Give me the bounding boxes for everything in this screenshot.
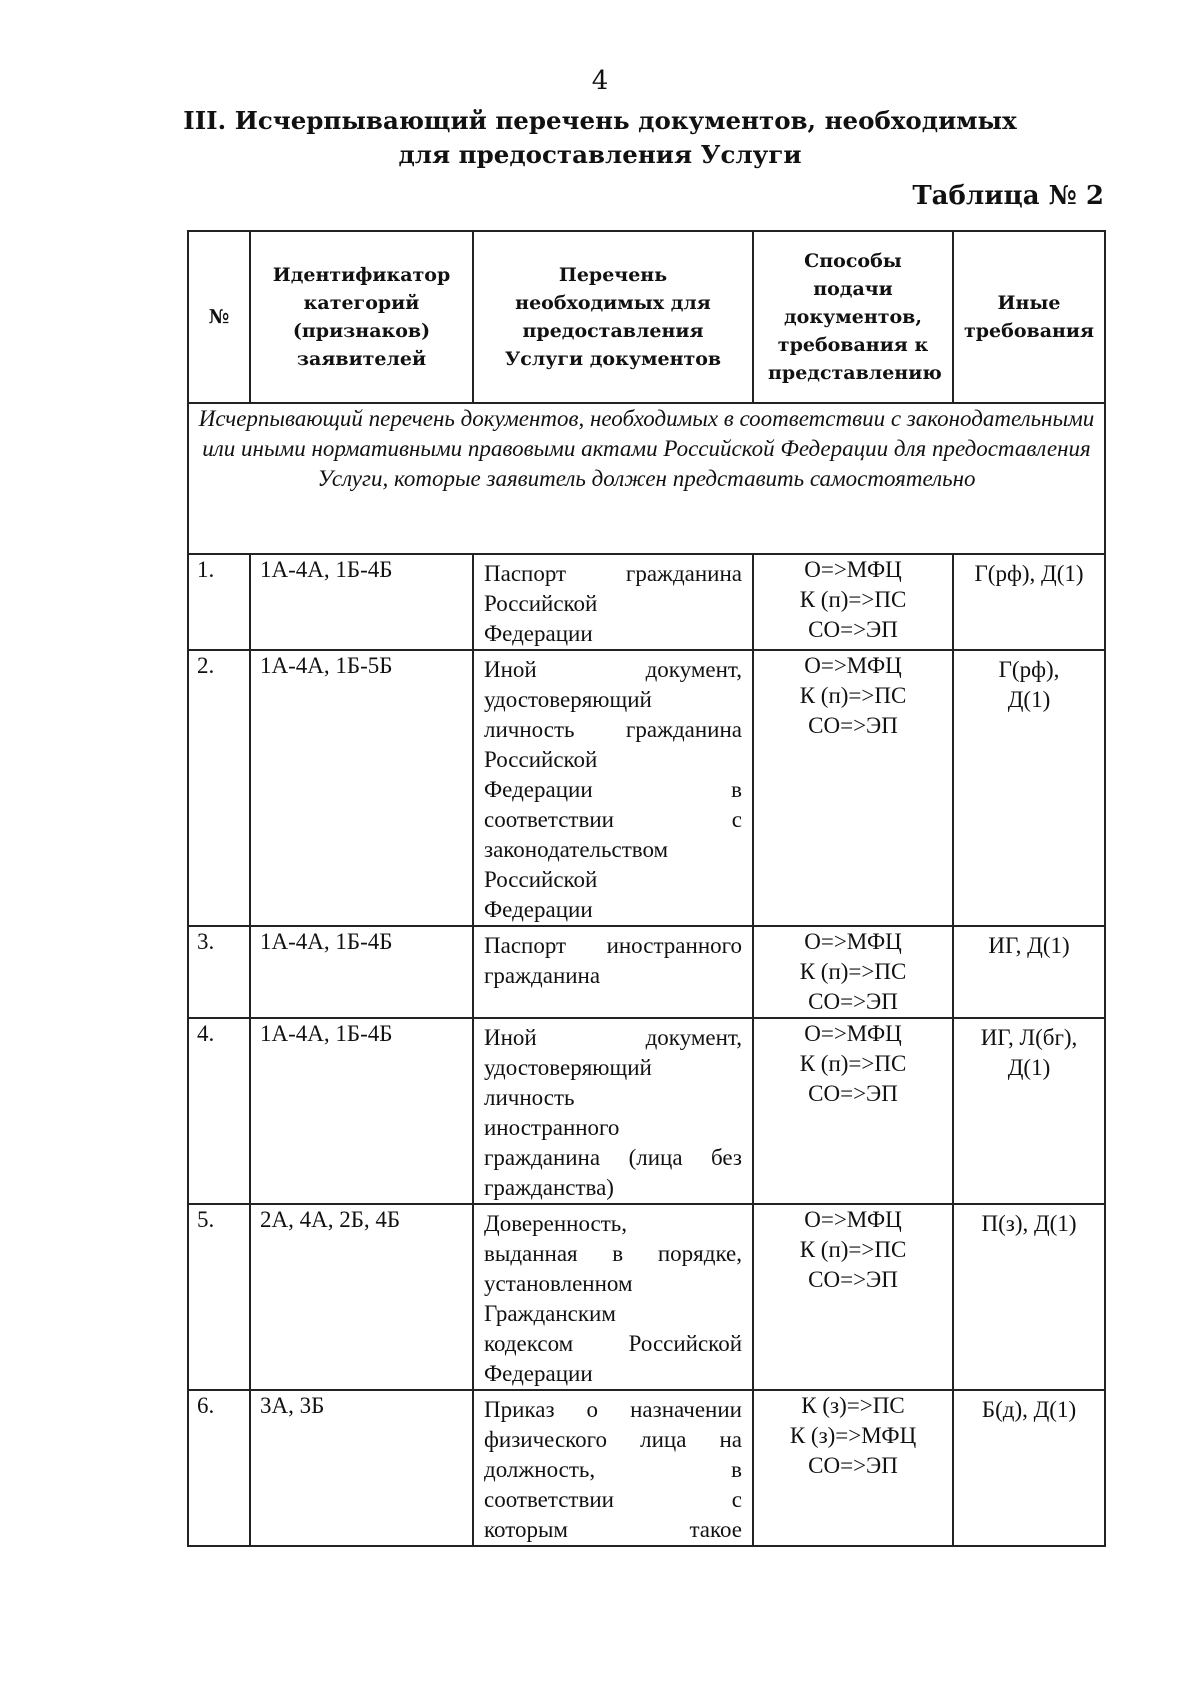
document-name-line: личность гражданина (484, 717, 742, 742)
other-requirement-line: Д(1) (1007, 687, 1051, 712)
documents-table (187, 230, 1106, 1547)
submission-method: К (п)=>ПС (799, 959, 907, 984)
submission-method: О=>МФЦ (804, 653, 902, 678)
other-requirement-line: Д(1) (1007, 1055, 1051, 1080)
header-other-requirements: Иные требования (953, 231, 1105, 403)
submission-method: СО=>ЭП (808, 1081, 898, 1106)
table-row (188, 1390, 1105, 1546)
table-body (188, 403, 1105, 1546)
table-header-row (188, 231, 1105, 403)
section-heading-line-2: для предоставления Услуги (398, 140, 802, 169)
other-requirements (953, 1204, 1105, 1390)
header-number: № (188, 231, 250, 403)
section-title: Исчерпывающий перечень документов, необходимых в соответствии с законодательными или иными нормативными правовыми актами Российской Федерации для предоставления Услуги, которые заявитель должен представить самостоятельно (188, 403, 1105, 554)
table-caption: Таблица № 2 (912, 181, 1104, 211)
document-name-line: Гражданским (484, 1301, 616, 1326)
section-heading (0, 104, 1200, 172)
applicant-category-ids: 3А, 3Б (250, 1390, 473, 1546)
section-title-row (188, 403, 1105, 554)
applicant-category-ids: 1А-4А, 1Б-4Б (250, 1018, 473, 1204)
row-number: 4. (188, 1018, 250, 1204)
submission-methods (753, 1204, 953, 1390)
submission-methods (753, 1018, 953, 1204)
document-name-line: физического лица на (484, 1427, 742, 1452)
row-number: 2. (188, 650, 250, 926)
header-applicant-category: Идентификатор категорий (признаков) заявителей (250, 231, 473, 403)
document-name (473, 1018, 753, 1204)
applicant-category-ids: 2А, 4А, 2Б, 4Б (250, 1204, 473, 1390)
submission-method: К (з)=>МФЦ (789, 1423, 917, 1448)
document-name-line: Федерации (484, 897, 593, 922)
document-name-line: Федерации в (484, 777, 742, 802)
document-name (473, 554, 753, 650)
submission-method: СО=>ЭП (808, 617, 898, 642)
document-name-line: Иной документ, (484, 1025, 742, 1050)
document-name-line: Приказ о назначении (484, 1397, 742, 1422)
row-number: 5. (188, 1204, 250, 1390)
document-name (473, 926, 753, 1018)
submission-method: К (п)=>ПС (799, 1051, 907, 1076)
submission-methods (753, 1390, 953, 1546)
document-name-line: должность, в (484, 1457, 742, 1482)
table-row (188, 1204, 1105, 1390)
document-name-line: иностранного (484, 1115, 620, 1140)
applicant-category-ids: 1А-4А, 1Б-5Б (250, 650, 473, 926)
document-name-line: Российской (484, 867, 598, 892)
page-number: 4 (591, 66, 609, 96)
other-requirements (953, 554, 1105, 650)
applicant-category-ids: 1А-4А, 1Б-4Б (250, 554, 473, 650)
document-name (473, 1204, 753, 1390)
submission-method: О=>МФЦ (804, 557, 902, 582)
other-requirement-line: Г(рф), Д(1) (974, 561, 1084, 586)
document-name-line: законодательством (484, 837, 669, 862)
document-name-line: личность (484, 1085, 575, 1110)
document-name-line: Федерации (484, 1361, 593, 1386)
document-name-line: гражданина (лица без (484, 1145, 742, 1170)
applicant-category-ids: 1А-4А, 1Б-4Б (250, 926, 473, 1018)
other-requirements (953, 650, 1105, 926)
table-row (188, 926, 1105, 1018)
document-name-line: которым такое (484, 1517, 742, 1542)
other-requirements (953, 1390, 1105, 1546)
document-name-line: удостоверяющий (484, 687, 652, 712)
submission-method: К (п)=>ПС (799, 1237, 907, 1262)
document-name-line: Доверенность, (484, 1211, 628, 1236)
document-name-line: Российской (484, 747, 598, 772)
table-row (188, 554, 1105, 650)
submission-method: К (з)=>ПС (801, 1393, 905, 1418)
table-row (188, 1018, 1105, 1204)
header-submission-methods: Способы подачи документов, требования к представлению (753, 231, 953, 403)
other-requirement-line: ИГ, Л(бг), (980, 1025, 1078, 1050)
other-requirement-line: Б(д), Д(1) (981, 1397, 1077, 1422)
header-document-list: Перечень необходимых для предоставления Услуги документов (473, 231, 753, 403)
document-name-line: Федерации (484, 621, 593, 646)
document-name-line: установленном (484, 1271, 633, 1296)
submission-methods (753, 926, 953, 1018)
submission-method: СО=>ЭП (808, 989, 898, 1014)
other-requirements (953, 1018, 1105, 1204)
document-name-line: Паспорт иностранного (484, 933, 742, 958)
document-name-line: Паспорт гражданина (484, 561, 742, 586)
document-name-line: гражданина (484, 963, 601, 988)
document-name-line: гражданства) (484, 1175, 614, 1200)
document-name-line: соответствии с (484, 1487, 742, 1512)
document-name-line: удостоверяющий (484, 1055, 652, 1080)
other-requirement-line: ИГ, Д(1) (988, 933, 1070, 958)
row-number: 3. (188, 926, 250, 1018)
submission-method: О=>МФЦ (804, 1021, 902, 1046)
document-name (473, 1390, 753, 1546)
submission-method: СО=>ЭП (808, 713, 898, 738)
submission-method: О=>МФЦ (804, 1207, 902, 1232)
document-name-line: выданная в порядке, (484, 1241, 742, 1266)
document-name-line: кодексом Российской (484, 1331, 742, 1356)
other-requirements (953, 926, 1105, 1018)
submission-method: СО=>ЭП (808, 1453, 898, 1478)
submission-method: К (п)=>ПС (799, 587, 907, 612)
document-name-line: Российской (484, 591, 598, 616)
other-requirement-line: П(з), Д(1) (981, 1211, 1077, 1236)
row-number: 6. (188, 1390, 250, 1546)
document-name-line: соответствии с (484, 807, 742, 832)
submission-method: О=>МФЦ (804, 929, 902, 954)
submission-methods (753, 554, 953, 650)
table-row (188, 650, 1105, 926)
submission-methods (753, 650, 953, 926)
document-name (473, 650, 753, 926)
section-heading-line-1: III. Исчерпывающий перечень документов, необходимых (183, 106, 1017, 135)
submission-method: СО=>ЭП (808, 1267, 898, 1292)
other-requirement-line: Г(рф), (998, 657, 1060, 682)
document-name-line: Иной документ, (484, 657, 742, 682)
row-number: 1. (188, 554, 250, 650)
submission-method: К (п)=>ПС (799, 683, 907, 708)
